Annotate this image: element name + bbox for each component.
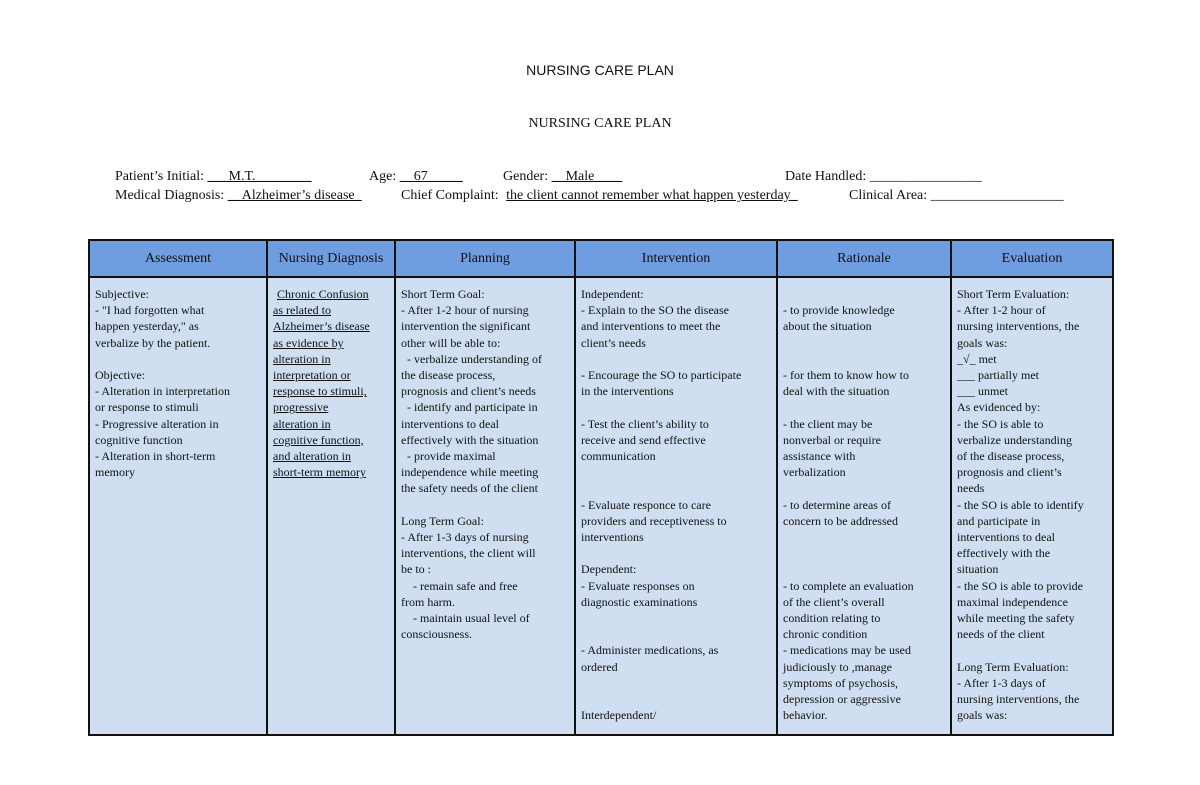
cell-line: - Administer medications, as [581,643,719,658]
date-handled-field [785,169,982,185]
clinical-area-label: Clinical Area: [849,188,928,203]
cell-line: intervention the significant [401,319,531,334]
cell-line: receive and send effective [581,432,706,447]
assessment-cell [89,277,267,735]
cell-line [581,480,772,496]
cell-line: - remain safe and free [413,578,518,593]
cell-line: depression or aggressive [783,691,901,706]
cell-line: other will be able to: [401,335,501,350]
planning-cell [395,277,575,735]
chief-complaint-field [401,188,798,204]
intervention-cell [575,277,777,735]
cell-line: - identify and participate in [407,400,538,415]
gender-field [503,169,622,185]
cell-line: - Encourage the SO to participate [581,368,742,382]
cell-line [581,464,772,480]
rationale-cell [777,277,951,735]
cell-line: and participate in [957,513,1041,528]
cell-line: - to provide knowledge [783,303,895,318]
header-intervention: Intervention [575,240,777,277]
cell-line: and alteration in [273,449,351,464]
cell-line: verbalization [783,465,846,480]
cell-line: - After 1-2 hour of [957,303,1046,318]
cell-line [581,675,772,691]
cell-line: independence while meeting [401,465,539,480]
cell-line: prognosis and client’s [957,465,1062,480]
header-assessment: Assessment [89,240,267,277]
cell-line [783,529,946,545]
document-title: NURSING CARE PLAN [526,62,674,78]
cell-line [581,545,772,561]
cell-line: - provide maximal [407,449,496,464]
cell-line: - for them to know how to [783,367,909,382]
gender-value: __Male____ [551,169,623,184]
age-label: Age: [369,169,397,184]
table-header-row [89,240,1113,277]
cell-line: client’s needs [581,335,646,350]
cell-line: happen yesterday," as [95,319,199,334]
cell-line: effectively with the situation [401,432,539,447]
cell-line: condition relating to [783,610,881,625]
cell-line: Subjective: [95,287,149,301]
cell-line [581,351,772,367]
cell-line: the disease process, [401,368,496,383]
cell-line: cognitive function, [273,432,364,447]
cell-line: ___ partially met [957,368,1039,383]
cell-line: alteration in [273,351,331,366]
cell-line: or response to stimuli [95,400,199,415]
age-field [369,169,463,185]
cell-line: as evidence by [273,335,344,350]
cell-line: - After 1-2 hour of nursing [401,303,529,318]
cell-line: short-term memory [273,465,366,480]
cell-line [783,351,946,367]
nursing-diagnosis-cell [267,277,395,735]
cell-line: providers and receptiveness to [581,513,727,528]
cell-line: ordered [581,659,618,674]
cell-line: As evidenced by: [957,400,1041,415]
cell-line: - Alteration in short-term [95,449,216,464]
cell-line: consciousness. [401,627,472,642]
cell-line: - verbalize understanding of [407,351,542,366]
cell-line: needs of the client [957,627,1045,642]
cell-line: chronic condition [783,627,868,642]
care-plan-heading: NURSING CARE PLAN [528,116,672,131]
cell-line: diagnostic examinations [581,594,698,609]
cell-line: as related to [273,303,331,318]
cell-line: ___ unmet [957,384,1008,399]
cell-line: - maintain usual level of [413,611,530,626]
cell-line: - Evaluate responses on [581,578,695,593]
cell-line: interventions to deal [957,530,1055,545]
care-plan-table [88,239,1114,736]
cell-line: - Evaluate responce to care [581,497,711,512]
cell-line: interventions, the client will [401,546,536,561]
patient-initial-value: ___M.T.________ [207,169,312,184]
cell-line: deal with the situation [783,384,890,399]
cell-line: goals was: [957,335,1008,350]
cell-line [401,497,570,513]
cell-line: - Test the client’s ability to [581,416,709,431]
cell-line [95,351,262,367]
clinical-area-field [849,188,1064,204]
medical-diagnosis-field [115,188,362,204]
cell-line: behavior. [783,708,828,723]
cell-line: of the client’s overall [783,594,885,609]
cell-line: interventions to deal [401,416,499,431]
cell-line [581,610,772,626]
cell-line: Chronic Confusion [277,287,369,301]
cell-line [783,545,946,561]
cell-line: - Progressive alteration in [95,416,219,431]
cell-line: needs [957,481,985,496]
cell-line: - to complete an evaluation [783,578,914,593]
cell-line: - Explain to the SO the disease [581,303,729,318]
cell-line [783,561,946,577]
header-nursing-diagnosis: Nursing Diagnosis [267,240,395,277]
cell-line: prognosis and client’s needs [401,384,536,399]
cell-line: - the SO is able to provide [957,578,1083,593]
cell-line: _√_ met [957,351,997,366]
cell-line: Short Term Evaluation: [957,287,1070,301]
cell-line: maximal independence [957,594,1068,609]
cell-line: - After 1-3 days of [957,675,1046,690]
cell-line: Long Term Goal: [401,513,484,528]
cell-line: situation [957,562,999,577]
clinical-area-value: ___________________ [930,188,1064,203]
cell-line: be to : [401,562,431,577]
cell-line: - to determine areas of [783,497,891,512]
cell-line: the safety needs of the client [401,481,538,496]
cell-line [581,691,772,707]
cell-line: about the situation [783,319,872,334]
cell-line: Short Term Goal: [401,287,485,301]
cell-line: symptoms of psychosis, [783,675,899,690]
cell-line: nursing interventions, the [957,319,1080,334]
cell-line: effectively with the [957,546,1051,561]
cell-line: cognitive function [95,432,183,447]
cell-line: progressive [273,400,329,415]
cell-line: judiciously to ,manage [783,659,892,674]
header-evaluation: Evaluation [951,240,1113,277]
cell-line [783,399,946,415]
cell-line: interventions [581,529,644,544]
cell-line: Interdependent/ [581,708,657,723]
cell-line: and interventions to meet the [581,319,721,334]
date-handled-value: ________________ [869,169,982,184]
cell-line: nursing interventions, the [957,692,1080,707]
cell-line [783,335,946,351]
cell-line: of the disease process, [957,449,1065,464]
cell-line: communication [581,449,656,463]
cell-line: assistance with [783,448,856,463]
cell-line: Dependent: [581,562,637,577]
cell-line [783,480,946,496]
cell-line [783,286,946,302]
cell-line: in the interventions [581,384,674,399]
cell-line: while meeting the safety [957,611,1075,626]
cell-line: response to stimuli, [273,384,367,399]
patient-initial-label: Patient’s Initial: [115,169,205,184]
cell-line [957,642,1108,658]
cell-line: - "I had forgotten what [95,303,205,318]
cell-line: Independent: [581,287,644,301]
cell-line: nonverbal or require [783,432,881,447]
table-row [89,277,1113,735]
gender-label: Gender: [503,169,549,184]
cell-line: memory [95,465,135,480]
cell-line: verbalize understanding [957,432,1072,447]
medical-diagnosis-value: __Alzheimer’s disease_ [227,188,362,203]
cell-line [581,626,772,642]
age-value: __67_____ [399,169,463,184]
cell-line: - the SO is able to [957,416,1044,431]
cell-line: - the SO is able to identify [957,497,1084,512]
chief-complaint-label: Chief Complaint: [401,188,499,203]
header-planning: Planning [395,240,575,277]
cell-line: from harm. [401,594,455,609]
cell-line: - medications may be used [783,643,911,658]
cell-line: verbalize by the patient. [95,335,211,350]
cell-line: interpretation or [273,368,351,383]
cell-line: - Alteration in interpretation [95,384,230,399]
cell-line: Long Term Evaluation: [957,659,1069,674]
header-rationale: Rationale [777,240,951,277]
cell-line: Objective: [95,368,145,382]
cell-line: goals was: [957,708,1008,723]
cell-line: - the client may be [783,416,873,431]
patient-initial-field [115,169,312,185]
cell-line: Alzheimer’s disease [273,319,370,334]
cell-line [581,399,772,415]
date-handled-label: Date Handled: [785,169,867,184]
chief-complaint-value: the client cannot remember what happen yesterday_ [506,188,798,203]
cell-line: - After 1-3 days of nursing [401,530,529,545]
cell-line: alteration in [273,416,331,431]
cell-line: concern to be addressed [783,513,898,528]
evaluation-cell [951,277,1113,735]
medical-diagnosis-label: Medical Diagnosis: [115,188,225,203]
